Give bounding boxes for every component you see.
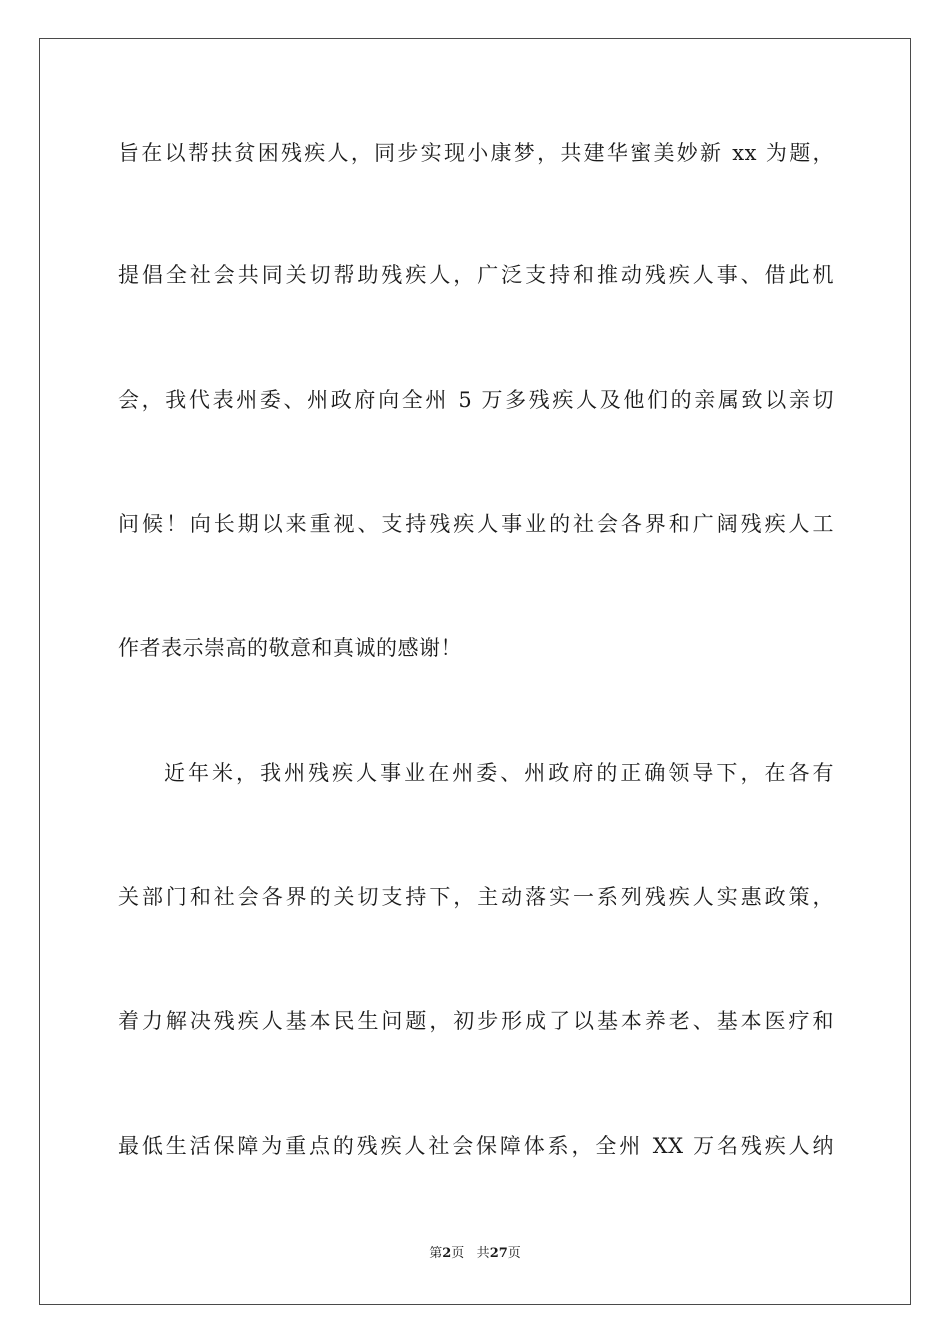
footer-page-prefix: 第: [429, 1246, 443, 1261]
footer-total-unit: 页: [507, 1246, 521, 1261]
text-line-7: 关部门和社会各界的关切支持下，主动落实一系列残疾人实惠政策，: [118, 885, 834, 909]
footer-total-number: 27: [489, 1246, 508, 1261]
footer-page-number: 2: [442, 1246, 452, 1261]
text-line-9: 最低生活保障为重点的残疾人社会保障体系，全州 XX 万名残疾人纳: [118, 1134, 834, 1158]
text-line-5: 作者表示崇高的敬意和真诚的感谢！: [118, 636, 462, 660]
text-line-4: 问候！向长期以来重视、支持残疾人事业的社会各界和广阔残疾人工: [118, 512, 834, 536]
text-line-3: 会，我代表州委、州政府向全州 5 万多残疾人及他们的亲属致以亲切: [118, 388, 834, 412]
text-line-8: 着力解决残疾人基本民生问题，初步形成了以基本养老、基本医疗和: [118, 1009, 834, 1033]
page-footer: [0, 1245, 950, 1263]
footer-total-prefix: 共: [476, 1246, 490, 1261]
footer-page-unit: 页: [451, 1246, 465, 1261]
text-line-2: 提倡全社会共同关切帮助残疾人，广泛支持和推动残疾人事、借此机: [118, 263, 834, 287]
page-frame: [39, 38, 911, 1305]
text-line-6: 近年米，我州残疾人事业在州委、州政府的正确领导下，在各有: [164, 761, 834, 785]
text-line-1: 旨在以帮扶贫困残疾人，同步实现小康梦，共建华蜜美妙新 xx 为题，: [118, 141, 834, 165]
